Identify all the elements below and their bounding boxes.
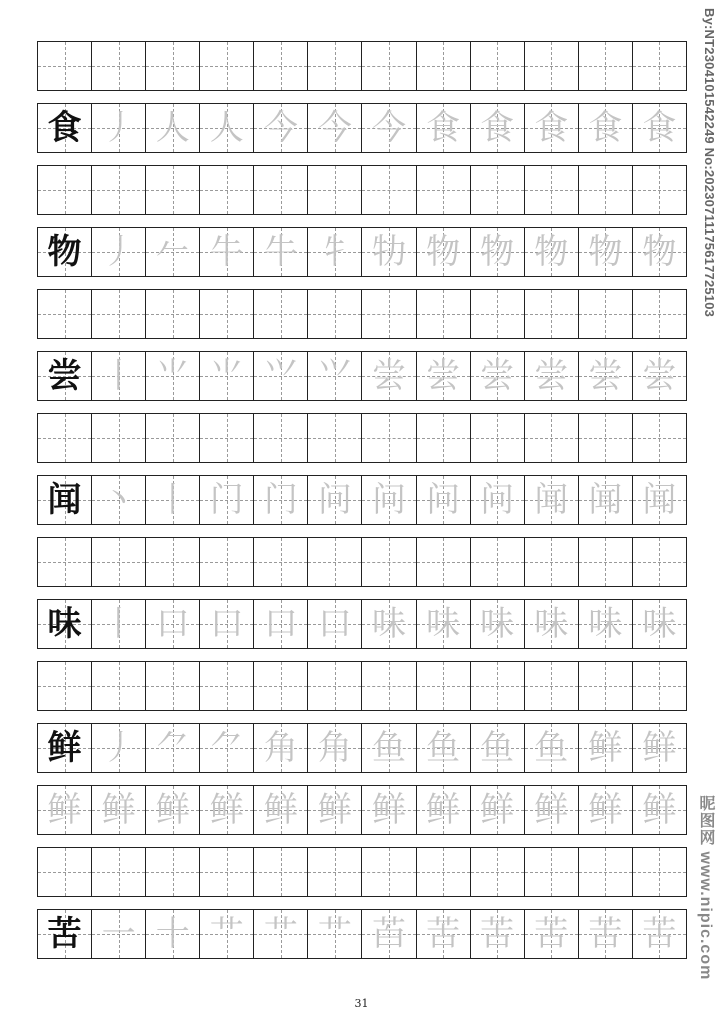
trace-character: 尝 [480, 356, 515, 396]
grid-cell [200, 600, 254, 648]
grid-cell [146, 848, 200, 896]
grid-cell [92, 848, 146, 896]
blank-practice-row [37, 537, 687, 587]
trace-character: 牛 [209, 232, 244, 272]
trace-character: 丿 [101, 728, 136, 768]
trace-character: 味 [588, 604, 623, 644]
grid-cell [525, 352, 579, 400]
trace-character: 鲜 [263, 790, 298, 830]
trace-character: 人 [155, 108, 190, 148]
trace-character: 鲜 [480, 790, 515, 830]
grid-cell [362, 848, 416, 896]
grid-cell [200, 166, 254, 214]
grid-cell [38, 724, 92, 772]
blank-practice-row [37, 413, 687, 463]
grid-cell [92, 724, 146, 772]
model-character: 苦 [47, 914, 82, 954]
trace-character: ⺈ [209, 728, 244, 768]
blank-practice-row [37, 165, 687, 215]
trace-character: 食 [588, 108, 623, 148]
grid-cell [417, 352, 471, 400]
grid-cell [38, 290, 92, 338]
grid-cell [200, 910, 254, 958]
grid-cell [633, 848, 686, 896]
grid-cell [633, 662, 686, 710]
grid-cell [579, 848, 633, 896]
grid-cell [471, 786, 525, 834]
model-character: 鲜 [47, 728, 82, 768]
grid-cell [254, 600, 308, 648]
grid-cell [362, 42, 416, 90]
trace-character: 今 [317, 108, 352, 148]
trace-character: 闻 [534, 480, 569, 520]
grid-cell [579, 600, 633, 648]
trace-character: 尝 [534, 356, 569, 396]
grid-cell [146, 600, 200, 648]
model-character: 闻 [47, 480, 82, 520]
grid-cell [200, 476, 254, 524]
trace-character: 鲜 [101, 790, 136, 830]
trace-character: 鲜 [426, 790, 461, 830]
trace-character: ⺍ [317, 356, 352, 396]
grid-cell [362, 600, 416, 648]
grid-cell [308, 166, 362, 214]
grid-cell [362, 166, 416, 214]
grid-cell [254, 414, 308, 462]
grid-cell [308, 786, 362, 834]
grid-cell [200, 538, 254, 586]
grid-cell [92, 910, 146, 958]
grid-cell [579, 290, 633, 338]
grid-cell [362, 786, 416, 834]
grid-cell [525, 662, 579, 710]
trace-character: 鲜 [534, 790, 569, 830]
grid-cell [579, 538, 633, 586]
grid-cell [308, 352, 362, 400]
grid-cell [417, 476, 471, 524]
grid-cell [579, 724, 633, 772]
trace-character: 物 [426, 232, 461, 272]
grid-cell [633, 538, 686, 586]
character-practice-row [37, 103, 687, 153]
trace-character: 鲜 [209, 790, 244, 830]
model-character: 味 [47, 604, 82, 644]
trace-character: 𠂉 [155, 232, 190, 272]
character-practice-row [37, 227, 687, 277]
grid-cell [579, 786, 633, 834]
grid-cell [92, 600, 146, 648]
grid-cell [471, 228, 525, 276]
trace-character: 食 [480, 108, 515, 148]
grid-cell [525, 476, 579, 524]
grid-cell [362, 352, 416, 400]
watermark-site-text: 昵图网 www.nipic.com [697, 795, 714, 981]
grid-cell [38, 228, 92, 276]
grid-cell [525, 42, 579, 90]
trace-character: 牞 [372, 232, 406, 272]
trace-character: 物 [642, 232, 677, 272]
grid-cell [362, 414, 416, 462]
trace-character: 门 [209, 480, 244, 520]
grid-cell [308, 228, 362, 276]
trace-character: 一 [101, 914, 136, 954]
grid-cell [633, 786, 686, 834]
grid-cell [417, 290, 471, 338]
trace-character: 味 [372, 604, 406, 644]
trace-character: 角 [263, 728, 298, 768]
grid-cell [254, 848, 308, 896]
trace-character: ⺍ [263, 356, 298, 396]
grid-cell [633, 166, 686, 214]
grid-cell [254, 166, 308, 214]
watermark-id-text: By:NT2304101542249 No:20230711175617725103 [702, 8, 717, 318]
trace-character: 鲜 [588, 790, 623, 830]
grid-cell [579, 42, 633, 90]
grid-cell [525, 786, 579, 834]
grid-cell [308, 724, 362, 772]
model-character: 食 [47, 108, 82, 148]
grid-cell [254, 538, 308, 586]
grid-cell [146, 662, 200, 710]
trace-character: 苦 [534, 914, 569, 954]
trace-character: 苦 [426, 914, 461, 954]
grid-cell [633, 414, 686, 462]
trace-character: 食 [534, 108, 569, 148]
grid-cell [525, 848, 579, 896]
grid-cell [38, 786, 92, 834]
grid-cell [38, 538, 92, 586]
trace-character: 苦 [480, 914, 515, 954]
trace-character: 口 [263, 604, 298, 644]
trace-character: 丿 [101, 232, 136, 272]
trace-character: 丨 [155, 480, 190, 520]
grid-cell [254, 476, 308, 524]
grid-cell [308, 662, 362, 710]
trace-character: 尝 [426, 356, 461, 396]
trace-character: 艹 [263, 914, 298, 954]
grid-cell [200, 104, 254, 152]
grid-cell [633, 228, 686, 276]
grid-cell [633, 104, 686, 152]
grid-cell [471, 724, 525, 772]
trace-character: 鲜 [372, 790, 406, 830]
grid-cell [579, 662, 633, 710]
grid-cell [200, 786, 254, 834]
trace-character: 鱼 [426, 728, 461, 768]
grid-cell [471, 290, 525, 338]
trace-character: 口 [209, 604, 244, 644]
grid-cell [362, 104, 416, 152]
trace-character: 门 [263, 480, 298, 520]
grid-cell [38, 910, 92, 958]
grid-cell [92, 42, 146, 90]
grid-cell [362, 538, 416, 586]
grid-cell [200, 414, 254, 462]
grid-cell [92, 290, 146, 338]
trace-character: 艹 [317, 914, 352, 954]
model-character: 物 [47, 232, 82, 272]
grid-cell [200, 662, 254, 710]
grid-cell [92, 228, 146, 276]
tian-zi-ge-practice-grid [37, 41, 687, 971]
grid-cell [525, 104, 579, 152]
trace-character: 今 [372, 108, 406, 148]
grid-cell [38, 166, 92, 214]
grid-cell [417, 724, 471, 772]
trace-character: 丨 [101, 604, 136, 644]
grid-cell [525, 910, 579, 958]
grid-cell [146, 414, 200, 462]
trace-character: 丿 [101, 108, 136, 148]
trace-character: 苦 [642, 914, 677, 954]
grid-cell [525, 600, 579, 648]
grid-cell [362, 910, 416, 958]
grid-cell [308, 538, 362, 586]
grid-cell [579, 414, 633, 462]
grid-cell [525, 228, 579, 276]
trace-character: 尝 [642, 356, 677, 396]
character-practice-row [37, 351, 687, 401]
grid-cell [254, 352, 308, 400]
grid-cell [308, 42, 362, 90]
grid-cell [417, 42, 471, 90]
trace-character: 食 [642, 108, 677, 148]
trace-character: 牛 [263, 232, 298, 272]
grid-cell [146, 104, 200, 152]
grid-cell [471, 414, 525, 462]
trace-character: ⺈ [155, 728, 190, 768]
trace-character: 物 [588, 232, 623, 272]
grid-cell [146, 724, 200, 772]
grid-cell [471, 352, 525, 400]
grid-cell [362, 476, 416, 524]
trace-character: 鲜 [155, 790, 190, 830]
grid-cell [308, 104, 362, 152]
grid-cell [471, 166, 525, 214]
grid-cell [146, 910, 200, 958]
grid-cell [525, 724, 579, 772]
trace-character: 物 [534, 232, 569, 272]
grid-cell [92, 538, 146, 586]
grid-cell [417, 538, 471, 586]
grid-cell [471, 910, 525, 958]
grid-cell [146, 166, 200, 214]
grid-cell [92, 352, 146, 400]
trace-character: 十 [155, 914, 190, 954]
grid-cell [362, 662, 416, 710]
grid-cell [200, 42, 254, 90]
trace-character: 尝 [588, 356, 623, 396]
trace-character: 鱼 [480, 728, 515, 768]
grid-cell [38, 600, 92, 648]
grid-cell [362, 228, 416, 276]
grid-cell [417, 228, 471, 276]
grid-cell [579, 352, 633, 400]
grid-cell [633, 42, 686, 90]
grid-cell [200, 228, 254, 276]
grid-cell [417, 786, 471, 834]
grid-cell [146, 538, 200, 586]
grid-cell [200, 848, 254, 896]
blank-practice-row [37, 847, 687, 897]
grid-cell [633, 352, 686, 400]
grid-cell [254, 42, 308, 90]
grid-cell [38, 414, 92, 462]
trace-character: 问 [426, 480, 461, 520]
trace-character: 鱼 [534, 728, 569, 768]
grid-cell [92, 166, 146, 214]
grid-cell [579, 166, 633, 214]
grid-cell [417, 910, 471, 958]
trace-character: 鲜 [47, 790, 82, 830]
trace-character: 丶 [101, 480, 136, 520]
repeat-trace-row [37, 785, 687, 835]
trace-character: 丨 [101, 356, 136, 396]
grid-cell [579, 228, 633, 276]
trace-character: 问 [372, 480, 406, 520]
grid-cell [633, 290, 686, 338]
trace-character: 味 [534, 604, 569, 644]
character-practice-row [37, 909, 687, 959]
grid-cell [254, 104, 308, 152]
trace-character: 人 [209, 108, 244, 148]
grid-cell [254, 910, 308, 958]
trace-character: 闻 [588, 480, 623, 520]
trace-character: 艹 [209, 914, 244, 954]
grid-cell [471, 600, 525, 648]
grid-cell [92, 476, 146, 524]
grid-cell [308, 414, 362, 462]
grid-cell [200, 724, 254, 772]
grid-cell [200, 352, 254, 400]
grid-cell [417, 414, 471, 462]
trace-character: 味 [642, 604, 677, 644]
trace-character: 口 [317, 604, 352, 644]
grid-cell [146, 42, 200, 90]
grid-cell [38, 662, 92, 710]
grid-cell [92, 786, 146, 834]
grid-cell [146, 786, 200, 834]
grid-cell [146, 352, 200, 400]
trace-character: 尝 [372, 356, 406, 396]
grid-cell [362, 290, 416, 338]
grid-cell [38, 352, 92, 400]
trace-character: 问 [480, 480, 515, 520]
trace-character: 今 [263, 108, 298, 148]
grid-cell [633, 600, 686, 648]
grid-cell [38, 848, 92, 896]
trace-character: ⺌ [155, 356, 190, 396]
model-character: 尝 [47, 356, 82, 396]
grid-cell [471, 662, 525, 710]
grid-cell [308, 600, 362, 648]
trace-character: 鲜 [642, 790, 677, 830]
grid-cell [254, 786, 308, 834]
trace-character: 鲜 [317, 790, 352, 830]
grid-cell [579, 910, 633, 958]
trace-character: 味 [426, 604, 461, 644]
trace-character: 苩 [372, 914, 406, 954]
character-practice-row [37, 475, 687, 525]
trace-character: 食 [426, 108, 461, 148]
grid-cell [633, 910, 686, 958]
grid-cell [633, 724, 686, 772]
blank-practice-row [37, 41, 687, 91]
grid-cell [633, 476, 686, 524]
trace-character: 味 [480, 604, 515, 644]
blank-practice-row [37, 661, 687, 711]
grid-cell [308, 476, 362, 524]
grid-cell [417, 600, 471, 648]
grid-cell [308, 290, 362, 338]
trace-character: 牜 [317, 232, 352, 272]
grid-cell [38, 104, 92, 152]
grid-cell [471, 104, 525, 152]
grid-cell [579, 104, 633, 152]
grid-cell [38, 476, 92, 524]
grid-cell [417, 166, 471, 214]
grid-cell [92, 104, 146, 152]
character-practice-row [37, 599, 687, 649]
grid-cell [471, 848, 525, 896]
trace-character: 鱼 [372, 728, 406, 768]
grid-cell [38, 42, 92, 90]
grid-cell [308, 848, 362, 896]
trace-character: 鲜 [642, 728, 677, 768]
grid-cell [146, 476, 200, 524]
grid-cell [308, 910, 362, 958]
grid-cell [525, 414, 579, 462]
grid-cell [254, 228, 308, 276]
trace-character: 角 [317, 728, 352, 768]
grid-cell [92, 414, 146, 462]
grid-cell [525, 538, 579, 586]
grid-cell [146, 228, 200, 276]
grid-cell [579, 476, 633, 524]
grid-cell [471, 476, 525, 524]
grid-cell [254, 724, 308, 772]
grid-cell [417, 104, 471, 152]
trace-character: ⺌ [209, 356, 244, 396]
grid-cell [200, 290, 254, 338]
grid-cell [254, 662, 308, 710]
character-practice-row [37, 723, 687, 773]
grid-cell [254, 290, 308, 338]
trace-character: 苦 [588, 914, 623, 954]
grid-cell [362, 724, 416, 772]
trace-character: 问 [317, 480, 352, 520]
trace-character: 鲜 [588, 728, 623, 768]
grid-cell [471, 42, 525, 90]
blank-practice-row [37, 289, 687, 339]
grid-cell [525, 290, 579, 338]
grid-cell [92, 662, 146, 710]
page-number: 31 [354, 997, 369, 1010]
grid-cell [417, 662, 471, 710]
grid-cell [525, 166, 579, 214]
trace-character: 闻 [642, 480, 677, 520]
grid-cell [146, 290, 200, 338]
trace-character: 物 [480, 232, 515, 272]
grid-cell [417, 848, 471, 896]
trace-character: 口 [155, 604, 190, 644]
grid-cell [471, 538, 525, 586]
